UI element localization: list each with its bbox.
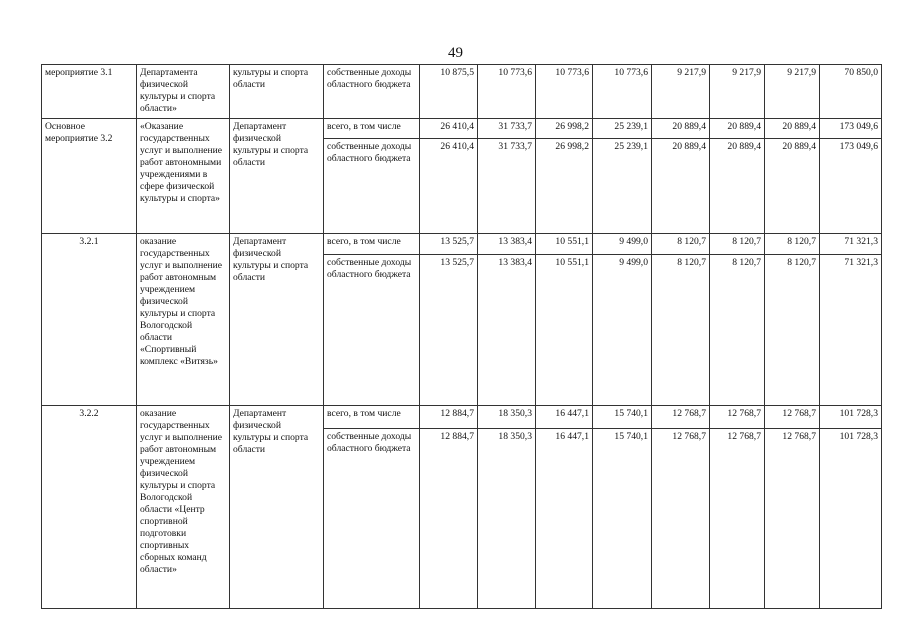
value-cell: 12 884,7 — [420, 428, 478, 608]
value-cell: 12 768,7 — [710, 428, 765, 608]
value-cell: 25 239,1 — [593, 119, 652, 139]
total-cell: 173 049,6 — [820, 139, 882, 234]
value-cell: 20 889,4 — [765, 119, 820, 139]
row-executor: культуры и спорта области — [230, 65, 324, 119]
value-cell: 25 239,1 — [593, 139, 652, 234]
table-row — [42, 405, 882, 428]
value-cell: 18 350,3 — [478, 428, 536, 608]
row-funding-source: собственные доходы областного бюджета — [324, 428, 420, 608]
value-cell: 8 120,7 — [765, 255, 820, 405]
row-funding-source: собственные доходы областного бюджета — [324, 255, 420, 405]
total-cell: 71 321,3 — [820, 234, 882, 255]
value-cell: 16 447,1 — [536, 405, 593, 428]
row-funding-source: всего, в том числе — [324, 119, 420, 139]
value-cell: 8 120,7 — [710, 255, 765, 405]
value-cell: 10 773,6 — [478, 65, 536, 119]
value-cell: 12 884,7 — [420, 405, 478, 428]
value-cell: 13 525,7 — [420, 234, 478, 255]
value-cell: 26 410,4 — [420, 119, 478, 139]
value-cell: 20 889,4 — [765, 139, 820, 234]
page-number: 49 — [448, 45, 463, 61]
value-cell: 13 383,4 — [478, 234, 536, 255]
row-funding-source: собственные доходы областного бюджета — [324, 65, 420, 119]
value-cell: 20 889,4 — [652, 139, 710, 234]
value-cell: 12 768,7 — [765, 405, 820, 428]
value-cell: 9 499,0 — [593, 234, 652, 255]
row-code: мероприятие 3.1 — [42, 65, 137, 119]
table-row — [42, 65, 882, 119]
value-cell: 26 998,2 — [536, 119, 593, 139]
row-funding-source: всего, в том числе — [324, 405, 420, 428]
value-cell: 16 447,1 — [536, 428, 593, 608]
total-cell: 173 049,6 — [820, 119, 882, 139]
total-cell: 70 850,0 — [820, 65, 882, 119]
row-name: Департамента физической культуры и спорта области» — [137, 65, 230, 119]
budget-table — [41, 64, 882, 609]
row-executor: Департамент физической культуры и спорта области — [230, 405, 324, 608]
value-cell: 9 217,9 — [765, 65, 820, 119]
value-cell: 10 773,6 — [536, 65, 593, 119]
value-cell: 12 768,7 — [710, 405, 765, 428]
value-cell: 15 740,1 — [593, 428, 652, 608]
value-cell: 10 875,5 — [420, 65, 478, 119]
value-cell: 12 768,7 — [652, 428, 710, 608]
row-name: оказание государственных услуг и выполнение работ автономным учреждением физической культуры и спорта Вологодской области «Центр спортивной подготовки спортивных сборных команд области» — [137, 405, 230, 608]
value-cell: 12 768,7 — [652, 405, 710, 428]
row-name: оказание государственных услуг и выполнение работ автономным учреждением физической культуры и спорта Вологодской области «Спортивный комплекс «Витязь» — [137, 234, 230, 405]
row-funding-source: всего, в том числе — [324, 234, 420, 255]
value-cell: 8 120,7 — [652, 255, 710, 405]
value-cell: 10 551,1 — [536, 255, 593, 405]
total-cell: 71 321,3 — [820, 255, 882, 405]
value-cell: 20 889,4 — [710, 119, 765, 139]
value-cell: 18 350,3 — [478, 405, 536, 428]
value-cell: 31 733,7 — [478, 139, 536, 234]
row-code: 3.2.1 — [42, 234, 137, 405]
value-cell: 10 551,1 — [536, 234, 593, 255]
value-cell: 10 773,6 — [593, 65, 652, 119]
value-cell: 20 889,4 — [710, 139, 765, 234]
row-name: «Оказание государственных услуг и выполнение работ автономными учреждениями в сфере физической культуры и спорта» — [137, 119, 230, 234]
table-row — [42, 234, 882, 255]
value-cell: 12 768,7 — [765, 428, 820, 608]
row-executor: Департамент физической культуры и спорта области — [230, 234, 324, 405]
row-funding-source: собственные доходы областного бюджета — [324, 139, 420, 234]
value-cell: 20 889,4 — [652, 119, 710, 139]
table-row — [42, 119, 882, 139]
value-cell: 9 217,9 — [710, 65, 765, 119]
row-executor: Департамент физической культуры и спорта области — [230, 119, 324, 234]
value-cell: 9 499,0 — [593, 255, 652, 405]
value-cell: 8 120,7 — [652, 234, 710, 255]
value-cell: 8 120,7 — [710, 234, 765, 255]
value-cell: 15 740,1 — [593, 405, 652, 428]
value-cell: 13 383,4 — [478, 255, 536, 405]
total-cell: 101 728,3 — [820, 428, 882, 608]
value-cell: 8 120,7 — [765, 234, 820, 255]
value-cell: 26 998,2 — [536, 139, 593, 234]
total-cell: 101 728,3 — [820, 405, 882, 428]
value-cell: 31 733,7 — [478, 119, 536, 139]
value-cell: 26 410,4 — [420, 139, 478, 234]
value-cell: 9 217,9 — [652, 65, 710, 119]
row-code: 3.2.2 — [42, 405, 137, 608]
value-cell: 13 525,7 — [420, 255, 478, 405]
row-code: Основное мероприятие 3.2 — [42, 119, 137, 234]
